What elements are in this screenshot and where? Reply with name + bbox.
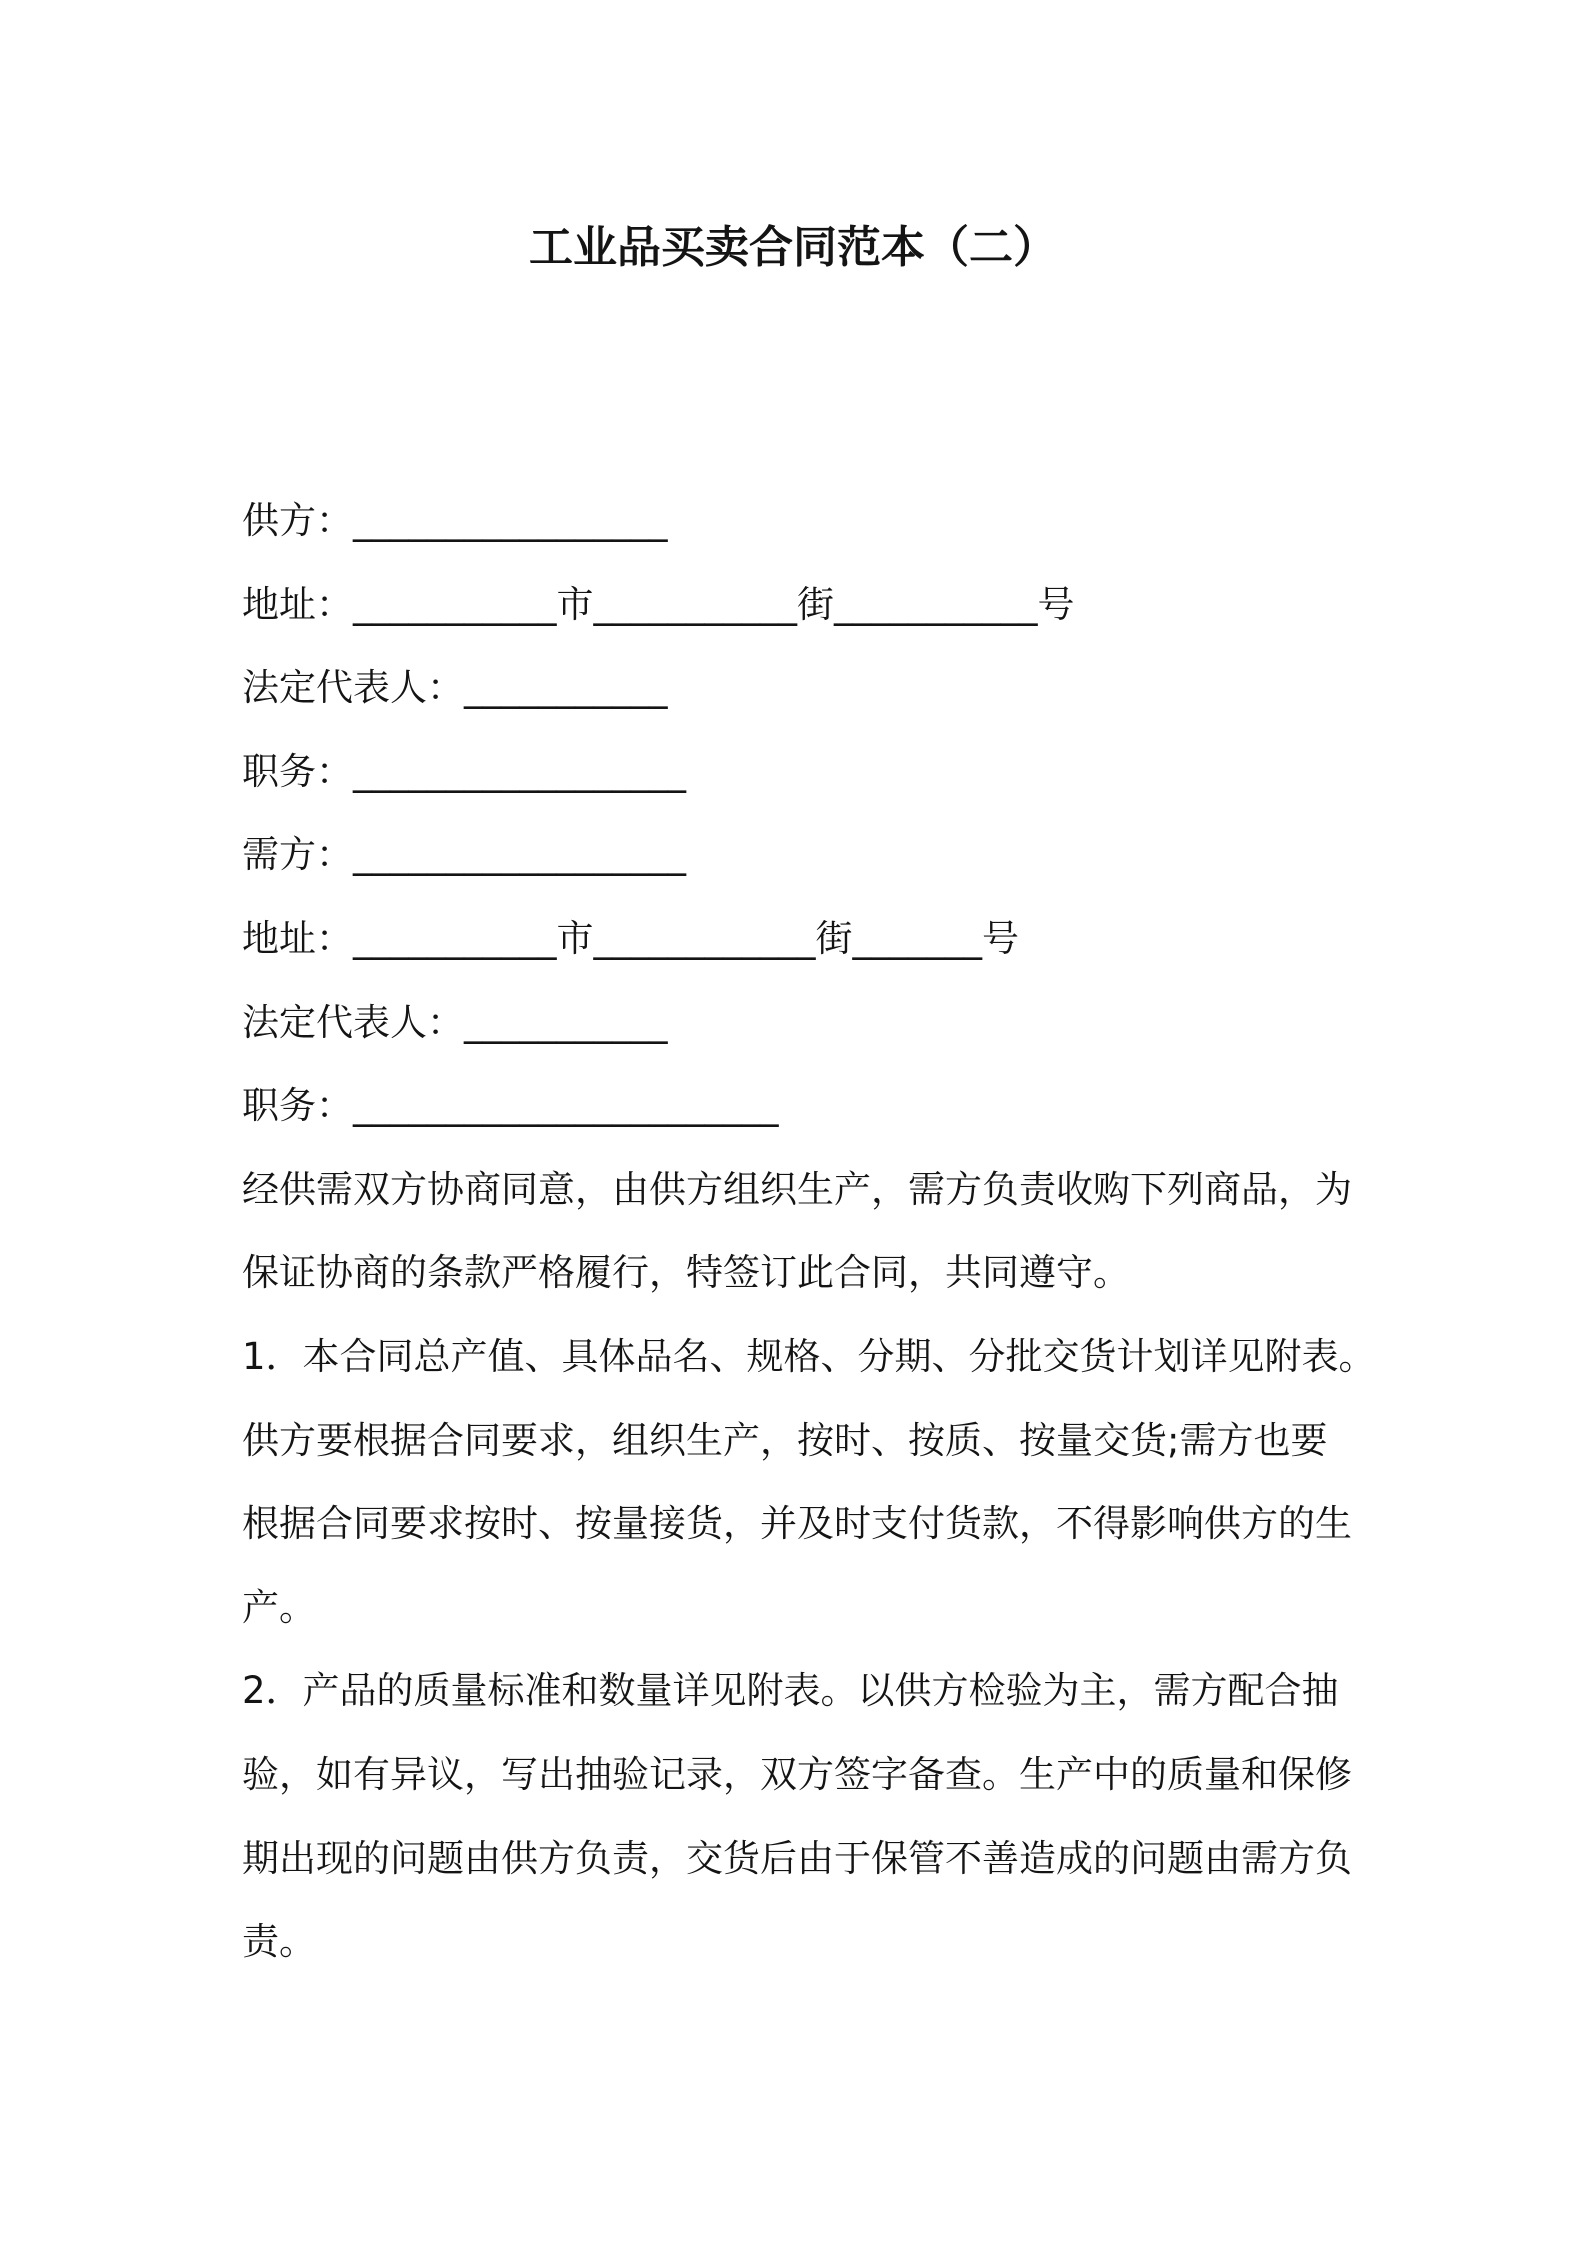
buyer-name-blank: __________________ [353, 833, 686, 877]
buyer-address-street-label: 街 [815, 916, 853, 960]
buyer-position-line [242, 1064, 1492, 1148]
buyer-address-label: 地址： [242, 916, 353, 960]
buyer-address-number-blank: _______ [852, 916, 982, 960]
clause-1-line: 供方要根据合同要求，组织生产，按时、按质、按量交货;需方也要 [242, 1418, 1328, 1462]
buyer-address-number-label: 号 [982, 916, 1019, 960]
buyer-position-blank: _______________________ [353, 1084, 779, 1128]
supplier-address-city-blank: ___________ [353, 582, 557, 626]
supplier-representative-blank: ___________ [464, 666, 668, 710]
clause-2-line: 验，如有异议，写出抽验记录，双方签字备查。生产中的质量和保修 [242, 1752, 1352, 1796]
buyer-name-line [242, 813, 1492, 897]
supplier-address-number-blank: ___________ [834, 582, 1038, 626]
supplier-address-street-label: 街 [797, 582, 834, 626]
buyer-address-city-blank: ___________ [353, 916, 557, 960]
buyer-representative-blank: ___________ [464, 1000, 668, 1044]
supplier-position-label: 职务： [242, 749, 353, 793]
supplier-address-line [242, 563, 1492, 647]
clause-2-line: 2．产品的质量标准和数量详见附表。以供方检验为主，需方配合抽 [242, 1669, 1339, 1713]
supplier-name-label: 供方： [242, 499, 353, 542]
supplier-position-blank: __________________ [353, 749, 686, 793]
buyer-address-city-label: 市 [556, 916, 594, 960]
buyer-position-label: 职务： [242, 1084, 353, 1128]
clause-1-line: 1．本合同总产值、具体品名、规格、分期、分批交货计划详见附表。 [242, 1334, 1376, 1378]
supplier-address-number-label: 号 [1037, 582, 1075, 626]
buyer-name-label: 需方： [242, 833, 353, 877]
supplier-address-label: 地址： [242, 582, 353, 626]
buyer-representative-line [242, 981, 1492, 1065]
clause-1-line: 根据合同要求按时、按量接货，并及时支付货款，不得影响供方的生 [242, 1502, 1352, 1546]
supplier-name-blank: _________________ [353, 499, 668, 542]
supplier-address-street-blank: ___________ [593, 582, 797, 626]
buyer-address-line [242, 897, 1492, 981]
supplier-representative-line [242, 646, 1492, 730]
intro-paragraph-line: 经供需双方协商同意，由供方组织生产，需方负责收购下列商品，为 [242, 1167, 1352, 1211]
clause-2-line: 责。 [242, 1920, 316, 1964]
clause-2-line: 期出现的问题由供方负责，交货后由于保管不善造成的问题由需方负 [242, 1836, 1352, 1880]
supplier-name-line [242, 479, 1492, 563]
clause-1-line: 产。 [242, 1585, 316, 1629]
document-body [242, 479, 1492, 1984]
buyer-representative-label: 法定代表人： [242, 1000, 464, 1044]
buyer-address-street-blank: ____________ [593, 916, 816, 960]
supplier-position-line [242, 730, 1492, 814]
document-title: 工业品买卖合同范本（二） [529, 222, 1057, 273]
intro-paragraph-line: 保证协商的条款严格履行，特签订此合同，共同遵守。 [242, 1251, 1130, 1295]
supplier-address-city-label: 市 [556, 582, 594, 626]
supplier-representative-label: 法定代表人： [242, 666, 464, 710]
